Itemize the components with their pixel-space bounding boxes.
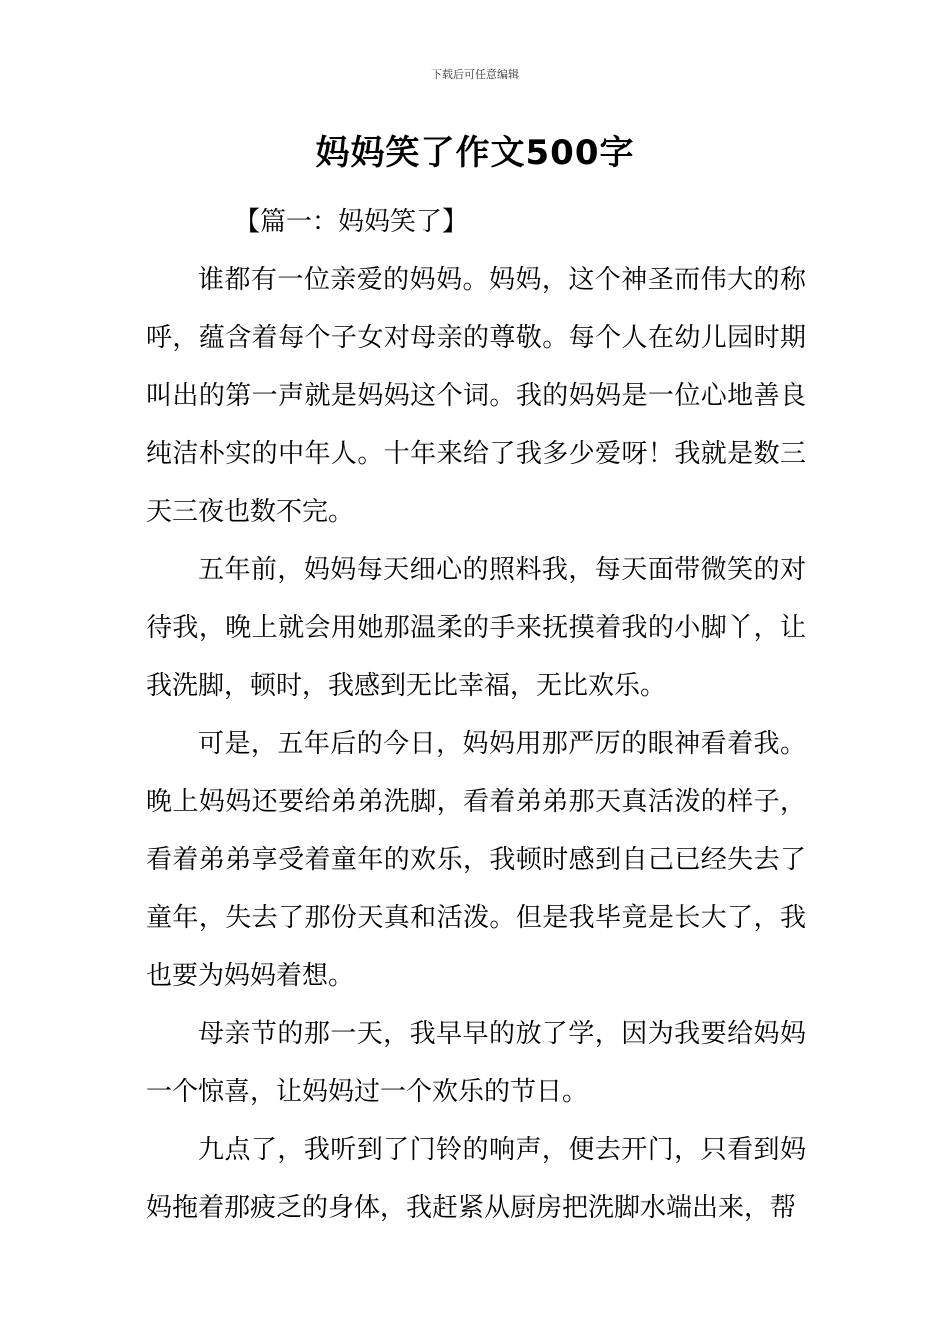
paragraph-2: 五年前，妈妈每天细心的照料我，每天面带微笑的对待我，晚上就会用她那温柔的手来抚摸着我的小脚丫，让我洗脚，顿时，我感到无比幸福，无比欢乐。 [146, 555, 806, 701]
section-heading: 【篇一：妈妈笑了】 [234, 207, 469, 237]
paragraph-3: 可是，五年后的今日，妈妈用那严厉的眼神看着我。晚上妈妈还要给弟弟洗脚，看着弟弟那天真活泼的样子，看着弟弟享受着童年的欢乐，我顿时感到自己已经失去了童年，失去了那份天真和活泼。但是我毕竟是长大了，我也要为妈妈着想。 [146, 729, 806, 991]
paragraph-1: 谁都有一位亲爱的妈妈。妈妈，这个神圣而伟大的称呼，蕴含着每个子女对母亲的尊敬。每个人在幼儿园时期叫出的第一声就是妈妈这个词。我的妈妈是一位心地善良纯洁朴实的中年人。十年来给了我多少爱呀！我就是数三天三夜也数不完。 [146, 265, 806, 527]
essay-body [146, 193, 806, 1237]
document-title: 妈妈笑了作文500字 [315, 133, 635, 173]
header-note: 下载后可任意编辑 [431, 68, 519, 81]
paragraph-4: 母亲节的那一天，我早早的放了学，因为我要给妈妈一个惊喜，让妈妈过一个欢乐的节日。 [146, 1019, 806, 1107]
paragraph-5: 九点了，我听到了门铃的响声，便去开门，只看到妈妈拖着那疲乏的身体，我赶紧从厨房把洗脚水端出来，帮 [146, 1135, 806, 1223]
